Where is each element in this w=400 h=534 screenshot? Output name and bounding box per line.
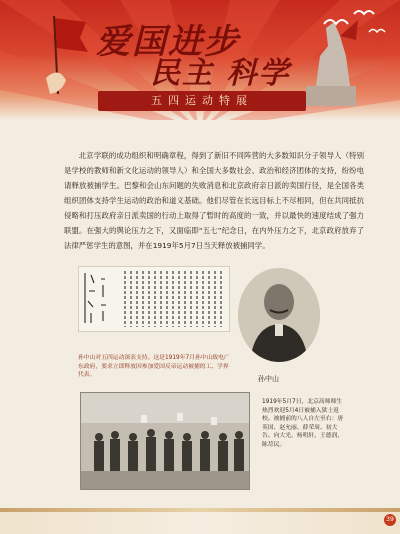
photo-caption: 1919年5月7日，北京高师师生热烈欢迎5月4日被捕入狱士返校。被捕前的八人自左至右：唐英国、赵允丽、薛荣周、初大告、向大光、杨明轩、王德润、陈荩民。	[262, 399, 344, 448]
footer-band	[0, 512, 400, 534]
monument-statue-icon	[296, 16, 366, 106]
students-return-photo	[80, 392, 250, 490]
main-title-line2: 民主 科学	[150, 56, 291, 91]
exhibit-subtitle: 五四运动特展	[151, 94, 253, 107]
torch-flag-icon	[36, 8, 96, 98]
calligraphy-caption: 孙中山对五四运动深表支持。这是1919年7月孙中山致电广东政府，要求立即释放因参加爱国反帝运动被捕的工、学界代表。	[78, 355, 230, 378]
sun-yat-sen-portrait	[238, 268, 320, 362]
page-number: 39	[384, 514, 396, 526]
header-banner	[0, 0, 400, 120]
main-title-line1: 爱国进步	[96, 22, 240, 62]
portrait-caption: 孙中山	[258, 375, 279, 383]
body-paragraph: 北京学联的成功组织和明确章程，得到了新旧不同阵营的大多数知识分子领导人（特别是学校的教师和新文化运动的领导人）和全国大多数社会、政治和经济团体的支持，纷纷电请释放被捕学生。巴黎和会山东问题的失败消息和北京政府亲日派的卖国行径，是全国各类组织团体支持学生运动的政治和道义基础。他们尽管在长远目标上不尽相同，但在共同抵抗侵略和打压政府亲日派卖国的行动上取得了暂时的高度的一致，并以最快的速度结成了强力联盟。在强大的舆论压力之下，又面临即“五七”纪念日，在内外压力之下，北京政府放弃了法律严惩学生的意图，并在1919年5月7日当天释放被捕同学。	[64, 151, 364, 250]
calligraphy-telegram-image	[78, 266, 230, 332]
